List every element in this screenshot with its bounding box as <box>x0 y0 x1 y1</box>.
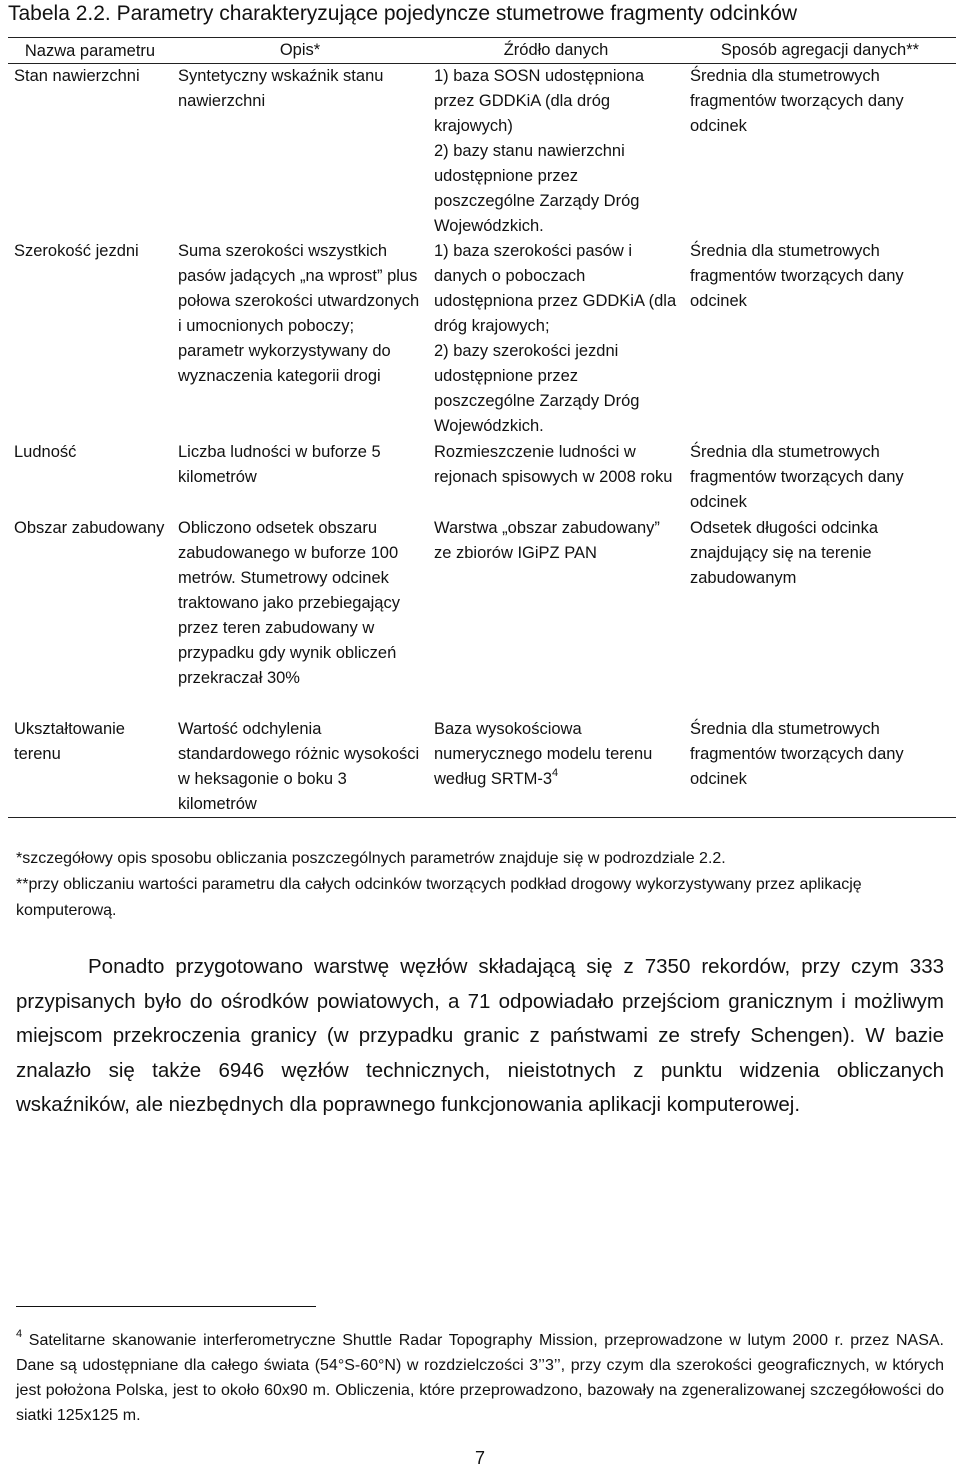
body-paragraph-text: Ponadto przygotowano warstwę węzłów składającą się z 7350 rekordów, przy czym 333 przypisanych było do ośrodków powiatowych, a 71 odpowiadało przejściom granicznym i możliwym miejscom przekroczenia granicy (w przypadku granic z państwami ze strefy Schengen). W bazie znalazło się także 6946 węzłów technicznych, nieistotnych z punktu widzenia obliczanych wskaźników, ale niezbędnych dla poprawnego funkcjonowania aplikacji komputerowej. <box>16 955 944 1116</box>
cell-description: Syntetyczny wskaźnik stanu nawierzchni <box>178 67 384 110</box>
cell-data-source <box>428 717 684 818</box>
header-data-source: Źródło danych <box>428 38 684 64</box>
table-title: Tabela 2.2. Parametry charakteryzujące pojedyncze stumetrowe fragmenty odcinków <box>8 2 798 25</box>
cell-parameter-name: Ludność <box>14 443 77 461</box>
cell-aggregation: Odsetek długości odcinka znajdujący się na terenie zabudowanym <box>690 519 879 587</box>
cell-aggregation: Średnia dla stumetrowych fragmentów tworzących dany odcinek <box>684 717 956 818</box>
cell-parameter-name: Stan nawierzchni <box>14 67 140 85</box>
table-row <box>8 717 956 818</box>
cell-description: Obliczono odsetek obszaru zabudowanego w buforze 100 metrów. Stumetrowy odcinek traktowano jako przebiegający przez teren zabudowany w przypadku gdy wynik obliczeń przekraczał 30% <box>178 519 400 687</box>
table-row <box>8 440 956 516</box>
header-parameter-name: Nazwa parametru <box>8 38 172 64</box>
page-number: 7 <box>474 1448 485 1468</box>
table-row <box>8 64 956 240</box>
cell-data-source: 1) baza szerokości pasów i danych o poboczach udostępniona przez GDDKiA (dla dróg krajowych; 2) bazy szerokości jezdni udostępnione przez poszczególne Zarządy Dróg Wojewódzkich. <box>434 242 677 435</box>
table-row <box>8 516 956 717</box>
table-notes <box>16 846 952 924</box>
cell-aggregation: Średnia dla stumetrowych fragmentów tworzących dany odcinek <box>690 67 904 135</box>
cell-data-source: Rozmieszczenie ludności w rejonach spisowych w 2008 roku <box>434 443 673 486</box>
header-description: Opis* <box>172 38 428 64</box>
footnote <box>16 1328 944 1428</box>
footnote-reference: 4 <box>552 767 559 779</box>
cell-description: Wartość odchylenia standardowego różnic wysokości w heksagonie o boku 3 kilometrów <box>172 717 428 818</box>
cell-aggregation: Średnia dla stumetrowych fragmentów tworzących dany odcinek <box>690 443 904 511</box>
cell-parameter-name: Obszar zabudowany <box>14 519 165 537</box>
cell-data-source: Warstwa „obszar zabudowany” ze zbiorów IGiPZ PAN <box>434 519 660 562</box>
footnote-text: Satelitarne skanowanie interferometryczne Shuttle Radar Topography Mission, przeprowadzone w lutym 2000 r. przez NASA. Dane są udostępniane dla całego świata (54°S-60°N) w rozdzielczości 3’’3’’, przy czym dla szerokości geograficznych, w których jest położona Polska, jest to około 60x90 m. Obliczenia, które przeprowadzono, bazowały na zgeneralizowanej szczegółowości do siatki 125x125 m. <box>16 1332 944 1424</box>
table-row <box>8 239 956 440</box>
body-paragraph <box>16 950 944 1123</box>
table-note: *szczegółowy opis sposobu obliczania poszczególnych parametrów znajduje się w podrozdziale 2.2. <box>16 850 726 867</box>
footnote-separator <box>16 1306 316 1307</box>
header-aggregation: Sposób agregacji danych** <box>684 38 956 64</box>
table-header-row <box>8 38 956 64</box>
cell-parameter-name: Szerokość jezdni <box>14 242 139 260</box>
cell-description: Liczba ludności w buforze 5 kilometrów <box>178 443 381 486</box>
cell-data-source: 1) baza SOSN udostępniona przez GDDKiA (dla dróg krajowych) 2) bazy stanu nawierzchni udostępnione przez poszczególne Zarządy Dróg Wojewódzkich. <box>434 67 645 235</box>
parameters-table <box>8 37 956 818</box>
cell-parameter-name: Ukształtowanie terenu <box>8 717 172 818</box>
table-note: **przy obliczaniu wartości parametru dla całych odcinków tworzących podkład drogowy wykorzystywany przez aplikację komputerową. <box>16 876 862 919</box>
cell-aggregation: Średnia dla stumetrowych fragmentów tworzących dany odcinek <box>690 242 904 310</box>
cell-data-source-text: Baza wysokościowa numerycznego modelu terenu według SRTM-3 <box>434 720 653 788</box>
cell-description: Suma szerokości wszystkich pasów jadących „na wprost” plus połowa szerokości utwardzonych i umocnionych poboczy; parametr wykorzystywany do wyznaczenia kategorii drogi <box>178 242 420 385</box>
footnote-mark: 4 <box>16 1328 23 1340</box>
